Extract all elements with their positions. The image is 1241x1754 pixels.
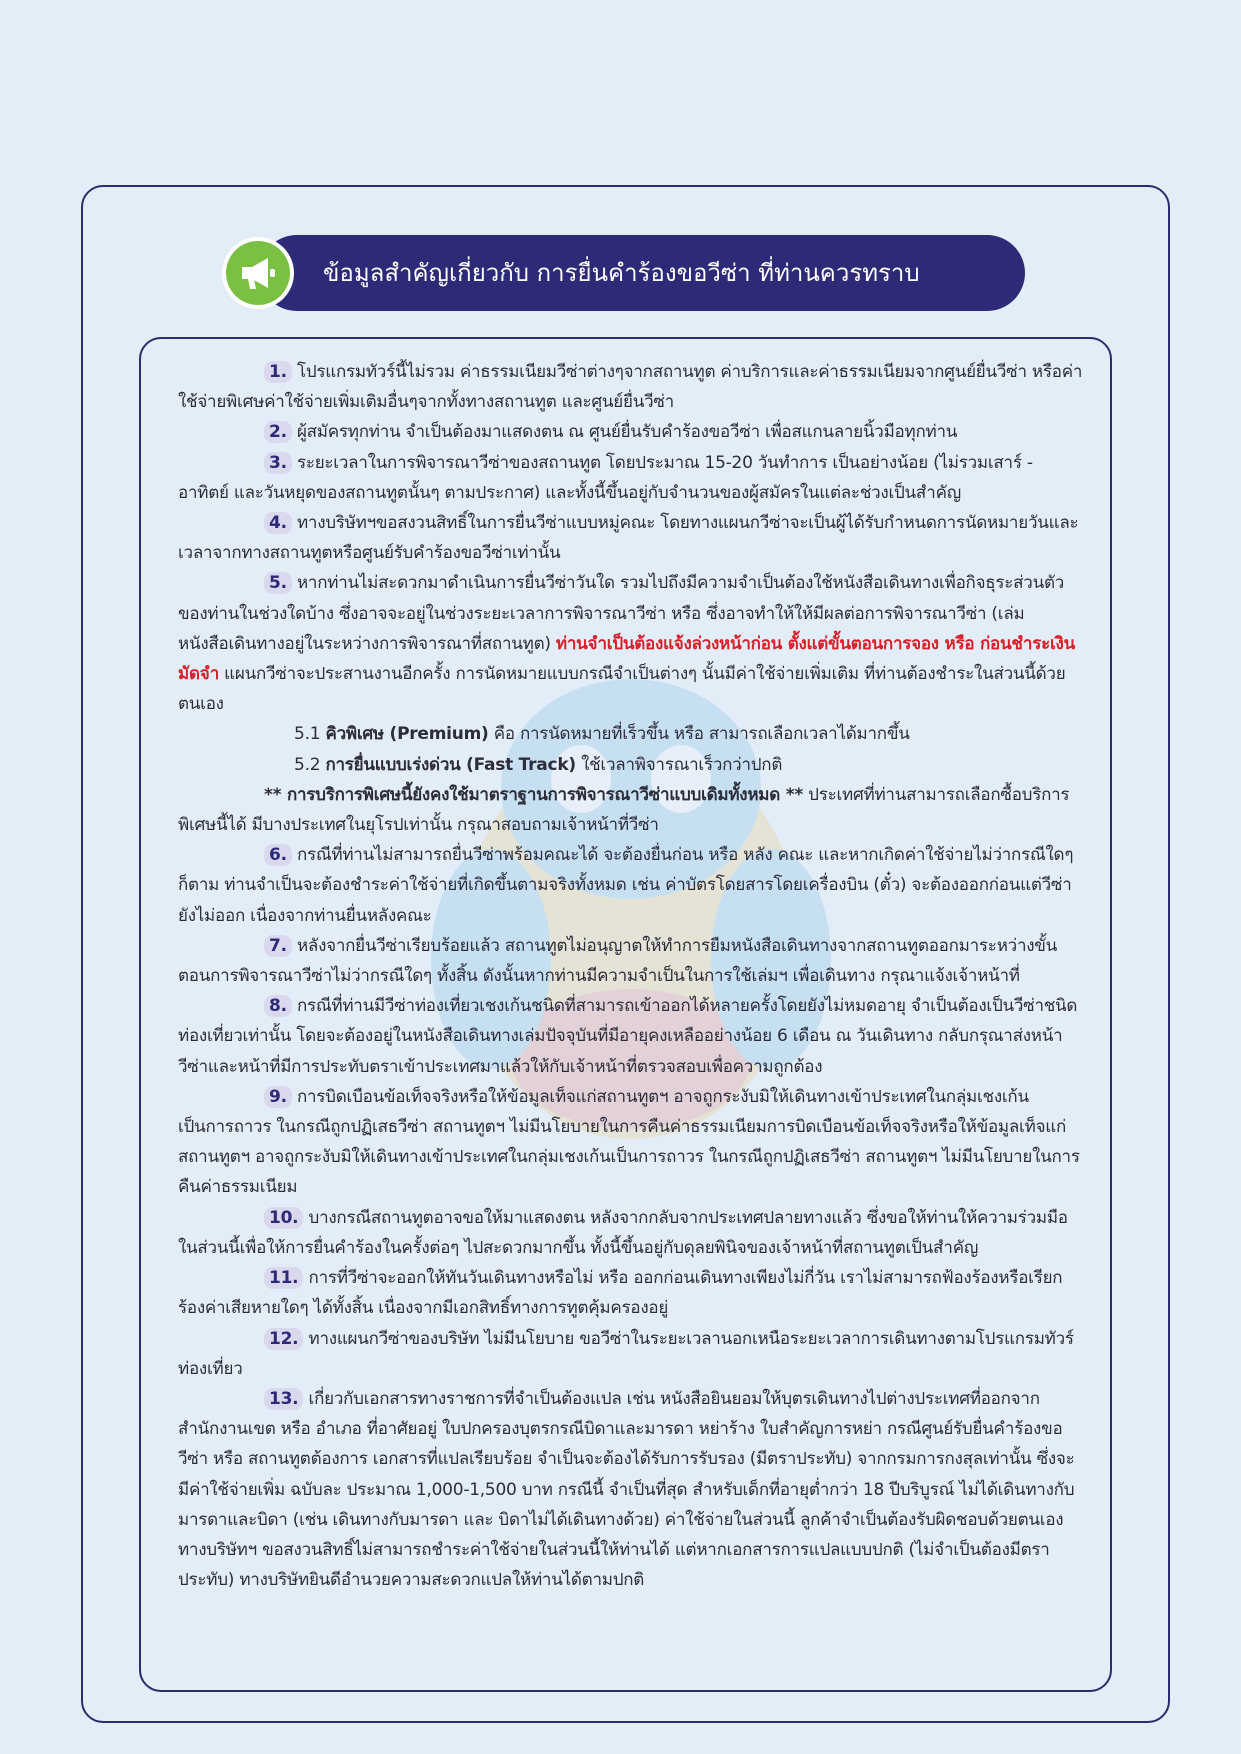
item-number: 11. xyxy=(264,1267,303,1289)
item-number: 8. xyxy=(264,995,292,1017)
note-text: ประเทศที่ท่านสามารถเลือกซื้อบริการพิเศษนี้ได้ มีบางประเทศในยุโรปเท่านั้น กรุณาสอบถามเจ้าหน้าที่วีซ่า xyxy=(178,784,1070,836)
title-banner xyxy=(229,235,1025,311)
item-number: 13. xyxy=(264,1388,303,1410)
item-number: 7. xyxy=(264,935,292,957)
item-text: เกี่ยวกับเอกสารทางราชการที่จำเป็นต้องแปล เช่น หนังสือยินยอมให้บุตรเดินทางไปต่างประเทศที่ออกจากสำนักงานเขต หรือ อำเภอ ที่อาศัยอยู่ ใบปกครองบุตรกรณีบิดาและมารดา หย่าร้าง ใบสำคัญการหย่า กรณีศูนย์รับยื่นคำร้องขอวีซ่า หรือ สถานทูตต้องการ เอกสารที่แปลเรียบร้อย จำเป็นจะต้องได้รับการรับรอง (มีตราประทับ) จากกรมการกงสุลเท่านั้น ซึ่งจะมีค่าใช้จ่ายเพิ่ม ฉบับละ ประมาณ 1,000-1,500 บาท กรณีนี้ จำเป็นที่สุด สำหรับเด็กที่อายุต่ำกว่า 18 ปีบริบูรณ์ ไม่ได้เดินทางกับ มารดาและบิดา (เช่น เดินทางกับมารดา และ บิดาไม่ได้เดินทางด้วย) ค่าใช้จ่ายในส่วนนี้ ลูกค้าจำเป็นต้องรับผิดชอบด้วยตนเอง ทางบริษัทฯ ขอสงวนสิทธิ์ไม่สามารถชำระค่าใช้จ่ายในส่วนนี้ให้ท่านได้ แต่หากเอกสารการแปลแบบปกติ (ไม่จำเป็นต้องมีตราประทับ) ทางบริษัทยินดีอำนวยความสะดวกแปลให้ท่านได้ตามปกติ xyxy=(178,1388,1075,1591)
sub-item-text: คือ การนัดหมายที่เร็วขึ้น หรือ สามารถเลือกเวลาได้มากขึ้น xyxy=(493,724,910,745)
item-number: 1. xyxy=(264,361,292,383)
item-text: ทางแผนกวีซ่าของบริษัท ไม่มีนโยบาย ขอวีซ่าในระยะเวลานอกเหนือระยะเวลาการเดินทางตามโปรแกรมทัวร์ ท่องเที่ยว xyxy=(178,1328,1074,1379)
sub-item xyxy=(178,750,1083,780)
warning-text: ท่านจำเป็นต้องแจ้งล่วงหน้าก่อน ตั้งแต่ขั้นตอนการจอง หรือ ก่อนชำระเงินมัดจำ xyxy=(178,633,1075,685)
item-text: หลังจากยื่นวีซ่าเรียบร้อยแล้ว สถานทูตไม่อนุญาตให้ทำการยืมหนังสือเดินทางจากสถานทูตออกมาระหว่างขั้นตอนการพิจารณาวีซ่าไม่ว่ากรณีใดๆ ทั้งสิ้น ดังนั้นหากท่านมีความจำเป็นในการใช้เล่มฯ เพื่อเดินทาง กรุณาแจ้งเจ้าหน้าที่ xyxy=(178,935,1058,987)
note-heading: ** การบริการพิเศษนี้ยังคงใช้มาตราฐานการพิจารณาวีซ่าแบบเดิมทั้งหมด ** xyxy=(264,784,803,805)
item-number: 4. xyxy=(264,512,292,534)
list-item xyxy=(178,1203,1083,1263)
list-item xyxy=(178,991,1083,1082)
list-item xyxy=(178,1384,1083,1595)
item-number: 10. xyxy=(264,1207,303,1229)
megaphone-icon xyxy=(226,241,290,305)
list-item xyxy=(178,1082,1083,1203)
item-text: ผู้สมัครทุกท่าน จำเป็นต้องมาแสดงตน ณ ศูนย์ยื่นรับคำร้องขอวีซ่า เพื่อสแกนลายนิ้วมือทุกท่าน xyxy=(296,422,958,443)
service-note xyxy=(178,780,1083,840)
sub-item-number: 5.1 xyxy=(294,724,321,745)
list-item xyxy=(178,1263,1083,1323)
item-text: บางกรณีสถานทูตอาจขอให้มาแสดงตน หลังจากกลับจากประเทศปลายทางแล้ว ซึ่งขอให้ท่านให้ความร่วมมือในส่วนนี้เพื่อให้การยื่นคำร้องในครั้งต่อๆ ไปสะดวกมากขึ้น ทั้งนี้ขึ้นอยู่กับดุลยพินิจของเจ้าหน้าที่สถานทูตเป็นสำคัญ xyxy=(178,1207,1068,1258)
item-number: 6. xyxy=(264,844,292,866)
item-text: ระยะเวลาในการพิจารณาวีซ่าของสถานทูต โดยประมาณ 15-20 วันทำการ เป็นอย่างน้อย (ไม่รวมเสาร์ - อาทิตย์ และวันหยุดของสถานทูตนั้นๆ ตามประกาศ) และทั้งนี้ขึ้นอยู่กับจำนวนของผู้สมัครในแต่ละช่วงเป็นสำคัญ xyxy=(178,452,1033,503)
page-title: ข้อมูลสำคัญเกี่ยวกับ การยื่นคำร้องขอวีซ่า ที่ท่านควรทราบ xyxy=(323,259,920,287)
item-number: 5. xyxy=(264,572,292,594)
item-text: กรณีที่ท่านมีวีซ่าท่องเที่ยวเชงเก้นชนิดที่สามารถเข้าออกได้หลายครั้งโดยยังไม่หมดอายุ จำเป็นต้องเป็นวีซ่าชนิดท่องเที่ยวเท่านั้น โดยจะต้องอยู่ในหนังสือเดินทางเล่มปัจจุบันที่มีอายุคงเหลืออย่างน้อย 6 เดือน ณ วันเดินทาง กลับกรุณาส่งหน้าวีซ่าและหน้าที่มีการประทับตราเข้าประเทศมาแล้วให้กับเจ้าหน้าที่ตรวจสอบเพื่อความถูกต้อง xyxy=(178,996,1078,1077)
list-item xyxy=(178,931,1083,991)
item-text: การที่วีซ่าจะออกให้ทันวันเดินทางหรือไม่ หรือ ออกก่อนเดินทางเพียงไม่กี่วัน เราไม่สามารถฟ้องร้องหรือเรียกร้องค่าเสียหายใดๆ ได้ทั้งสิ้น เนื่องจากมีเอกสิทธิ์ทางการทูตคุ้มครองอยู่ xyxy=(178,1268,1063,1319)
list-item xyxy=(178,840,1083,931)
item-text: กรณีที่ท่านไม่สามารถยื่นวีซ่าพร้อมคณะได้ จะต้องยื่นก่อน หรือ หลัง คณะ และหากเกิดค่าใช้จ่ายไม่ว่ากรณีใดๆ ก็ตาม ท่านจำเป็นจะต้องชำระค่าใช้จ่ายที่เกิดขึ้นตามจริงทั้งหมด เช่น ค่าบัตรโดยสารโดยเครื่องบิน (ตั๋ว) จะต้องออกก่อนแต่วีซ่ายังไม่ออก เนื่องจากท่านยื่นหลังคณะ xyxy=(178,845,1074,926)
item-number: 9. xyxy=(264,1086,292,1108)
list-item xyxy=(178,357,1083,417)
item-text: การบิดเบือนข้อเท็จจริงหรือให้ข้อมูลเท็จแก่สถานทูตฯ อาจถูกระงับมิให้เดินทางเข้าประเทศในกลุ่มเชงเก้นเป็นการถาวร ในกรณีถูกปฏิเสธวีซ่า สถานทูตฯ ไม่มีนโยบายในการคืนค่าธรรมเนียมการบิดเบือนข้อเท็จจริงหรือให้ข้อมูลเท็จแก่สถานทูตฯ อาจถูกระงับมิให้เดินทางเข้าประเทศในกลุ่มเชงเก้นเป็นการถาวร ในกรณีถูกปฏิเสธวีซ่า สถานทูตฯ ไม่มีนโยบายในการคืนค่าธรรมเนียม xyxy=(178,1086,1080,1198)
sub-item-title: การยื่นแบบเร่งด่วน (Fast Track) xyxy=(325,754,576,775)
item-text: โปรแกรมทัวร์นี้ไม่รวม ค่าธรรมเนียมวีซ่าต่างๆจากสถานทูต ค่าบริการและค่าธรรมเนียมจากศูนย์ยื่นวีซ่า หรือค่าใช้จ่ายพิเศษค่าใช้จ่ายเพิ่มเติมอื่นๆจากทั้งทางสถานทูต และศูนย์ยื่นวีซ่า xyxy=(178,362,1083,413)
sub-item-title: คิวพิเศษ (Premium) xyxy=(325,724,489,745)
item-number: 3. xyxy=(264,452,292,474)
list-item xyxy=(178,417,1083,447)
item-text: หากท่านไม่สะดวกมาดำเนินการยื่นวีซ่าวันใด รวมไปถึงมีความจำเป็นต้องใช้หนังสือเดินทางเพื่อกิจธุระส่วนตัวของท่านในช่วงใดบ้าง ซึ่งอาจจะอยู่ในช่วงระยะเวลาการพิจารณาวีซ่า หรือ ซึ่งอาจทำให้ให้มีผลต่อการพิจารณาวีซ่า (เล่มหนังสือเดินทางอยู่ในระหว่างการพิจารณาที่สถานทูต) xyxy=(178,573,1065,654)
item-text: แผนกวีซ่าจะประสานงานอีกครั้ง การนัดหมายแบบกรณีจำเป็นต่างๆ นั้นมีค่าใช้จ่ายเพิ่มเติม ที่ท่านต้องชำระในส่วนนี้ด้วยตนเอง xyxy=(178,664,1066,715)
list-item xyxy=(178,508,1083,568)
item-text: ทางบริษัทฯขอสงวนสิทธิ์ในการยื่นวีซ่าแบบหมู่คณะ โดยทางแผนกวีซ่าจะเป็นผู้ได้รับกำหนดการนัดหมายวันและเวลาจากทางสถานทูตหรือศูนย์รับคำร้องขอวีซ่าเท่านั้น xyxy=(178,513,1079,564)
banner-pill xyxy=(259,235,1025,311)
item-number: 12. xyxy=(264,1328,303,1350)
notice-list xyxy=(178,357,1083,1595)
sub-item-number: 5.2 xyxy=(294,754,321,775)
list-item xyxy=(178,568,1083,719)
sub-item xyxy=(178,719,1083,749)
list-item xyxy=(178,1324,1083,1384)
list-item xyxy=(178,448,1083,508)
item-number: 2. xyxy=(264,421,292,443)
sub-item-text: ใช้เวลาพิจารณาเร็วกว่าปกติ xyxy=(581,754,783,775)
content-box xyxy=(139,337,1112,1692)
